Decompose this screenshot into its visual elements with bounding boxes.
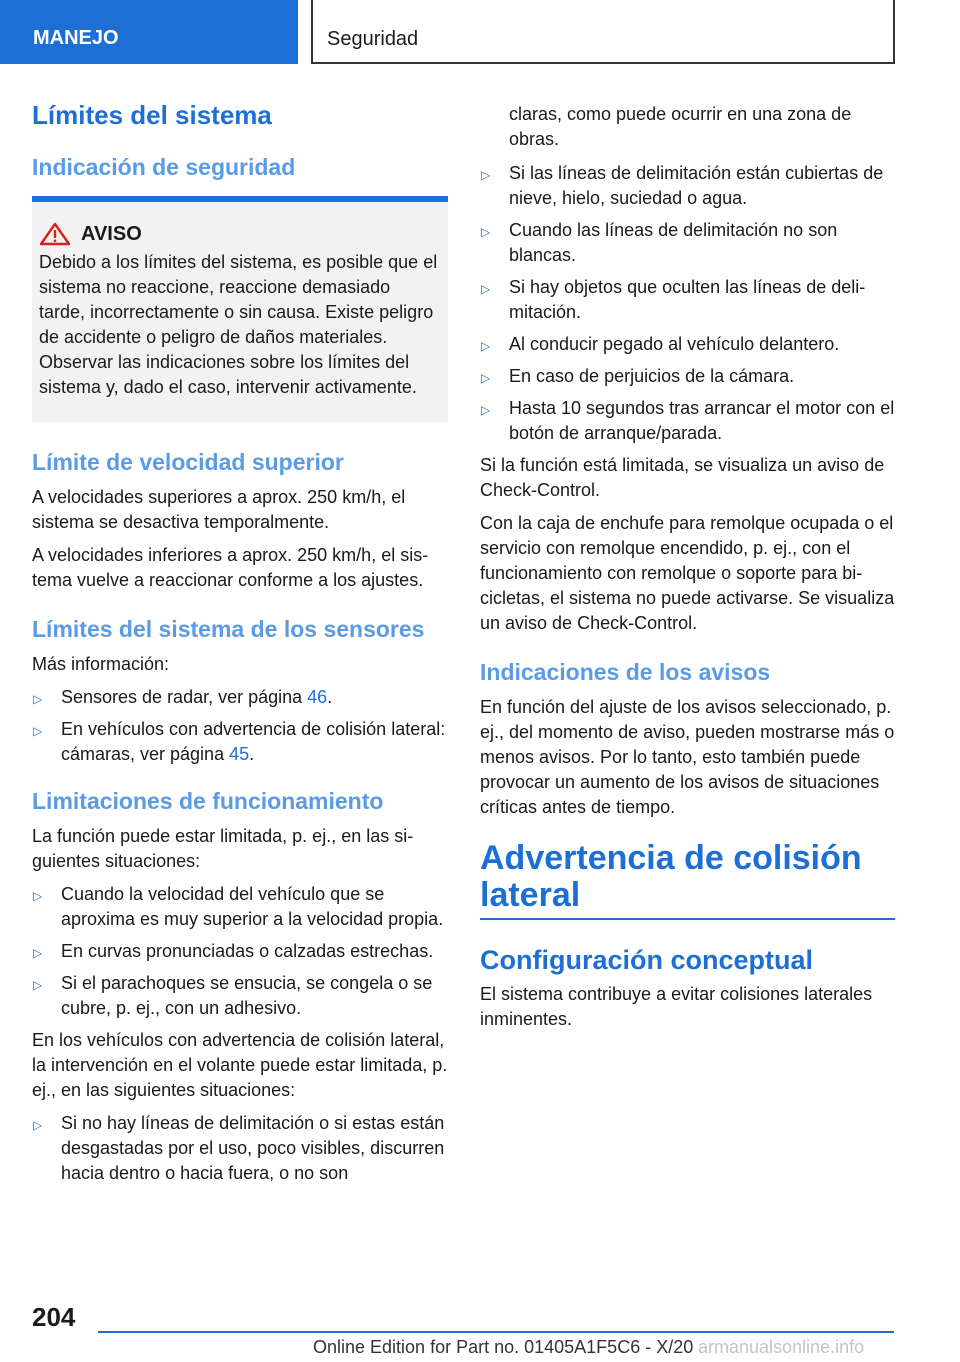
list-item-text: Sensores de radar, ver página bbox=[61, 687, 308, 707]
paragraph: La función puede estar limitada, p. ej., en las siguientes situaciones: bbox=[32, 826, 414, 871]
list-item bbox=[32, 717, 448, 767]
triangle-right-outline-icon: ▷ bbox=[33, 724, 43, 738]
paragraph: A velocidades superiores a aprox. 250 km/h, el sistema se desactiva temporalmente. bbox=[32, 487, 406, 532]
triangle-right-outline-icon: ▷ bbox=[481, 225, 491, 239]
paragraph: El sistema contribuye a evitar colisiones laterales inminentes. bbox=[480, 984, 873, 1029]
list-item-text: Si las líneas de delimitación están cubiertas de nieve, hielo, suciedad o agua. bbox=[509, 163, 884, 208]
list-item bbox=[480, 218, 896, 268]
triangle-right-outline-icon: ▷ bbox=[33, 946, 43, 960]
list-item-text: Hasta 10 segundos tras arrancar el motor con el botón de arranque/parada. bbox=[509, 398, 895, 443]
list-item bbox=[480, 275, 896, 325]
warning-notice bbox=[32, 196, 448, 422]
list-item-end: . bbox=[327, 687, 333, 707]
triangle-right-outline-icon: ▷ bbox=[481, 282, 491, 296]
list-item bbox=[32, 939, 448, 964]
footer-edition: Online Edition for Part no. 01405A1F5C6 - X/20 bbox=[313, 1337, 694, 1357]
list-item bbox=[32, 685, 448, 710]
list-item bbox=[32, 971, 448, 1021]
limits-list bbox=[32, 882, 448, 1021]
sensors-heading: Límites del sistema de los sensores bbox=[32, 616, 425, 642]
speed-heading: Límite de velocidad superior bbox=[32, 449, 344, 475]
list-item-text: Si hay objetos que oculten las líneas de delimitación. bbox=[509, 277, 866, 322]
page-link[interactable]: 46 bbox=[307, 687, 328, 707]
paragraph: En los vehículos con advertencia de colisión lateral, la intervención en el volante puede estar limitada, p. ej., en las siguientes situaciones: bbox=[32, 1030, 448, 1100]
right-column bbox=[480, 102, 896, 1040]
sensors-list bbox=[32, 685, 448, 767]
safety-heading: Indicación de seguridad bbox=[32, 154, 296, 180]
page-link[interactable]: 45 bbox=[229, 744, 250, 764]
concept-heading: Configuración conceptual bbox=[480, 945, 814, 975]
chapter-tab: Seguridad bbox=[311, 0, 895, 64]
list-item-end: . bbox=[249, 744, 255, 764]
continued-text: claras, como puede ocurrir en una zona de obras. bbox=[509, 104, 852, 149]
list-item-text: En caso de perjuicios de la cámara. bbox=[509, 366, 795, 386]
triangle-right-outline-icon: ▷ bbox=[33, 889, 43, 903]
page-number: 204 bbox=[32, 1302, 76, 1332]
limits-list-2 bbox=[32, 1111, 448, 1186]
limits-heading: Limitaciones de funcionamiento bbox=[32, 788, 384, 814]
triangle-right-outline-icon: ▷ bbox=[481, 168, 491, 182]
paragraph: A velocidades inferiores a aprox. 250 km/h, el sistema vuelve a reaccionar conforme a los ajustes. bbox=[32, 545, 429, 590]
limits-list-2-continued bbox=[480, 161, 896, 446]
paragraph: En función del ajuste de los avisos seleccionado, p. ej., del momento de aviso, pueden mostrarse más o menos avisos. Por lo tanto, esto también puede provocar un aumento de los avisos de situaciones críticas antes de tiempo. bbox=[480, 697, 895, 817]
list-item-text: Si no hay líneas de delimitación o si estas están desgastadas por el uso, poco visibles, discurren hacia dentro o hacia fuera, o no son bbox=[61, 1113, 445, 1183]
list-item-text: Cuando la velocidad del vehículo que se aproxima es muy superior a la velocidad propia. bbox=[61, 884, 444, 929]
notice-text: Debido a los límites del sistema, es posible que el sistema no reaccione, reaccione demasiado tarde, incorrectamente o sin causa. Existe peligro de accidente o peligro de daños materiales. Observar las indicaciones sobre los límites del sistema y, dado el caso, intervenir activamente. bbox=[39, 252, 438, 397]
paragraph: Si la función está limitada, se visualiza un aviso de Check-Control. bbox=[480, 455, 885, 500]
left-column bbox=[32, 100, 448, 1193]
triangle-right-outline-icon: ▷ bbox=[33, 978, 43, 992]
warning-triangle-icon bbox=[39, 222, 71, 246]
paragraph: Más información: bbox=[32, 654, 170, 674]
list-item bbox=[480, 161, 896, 211]
chapter-heading: Advertencia de colisión lateral bbox=[480, 839, 862, 914]
triangle-right-outline-icon: ▷ bbox=[481, 371, 491, 385]
list-item-text: Cuando las líneas de delimitación no son blancas. bbox=[509, 220, 838, 265]
list-item-text: En vehículos con advertencia de colisión lateral: cámaras, ver página bbox=[61, 719, 446, 764]
list-item bbox=[32, 882, 448, 932]
list-item bbox=[480, 332, 896, 357]
list-item-text: Si el parachoques se ensucia, se congela o se cubre, p. ej., con un adhesivo. bbox=[61, 973, 433, 1018]
heading-rule bbox=[480, 918, 895, 920]
paragraph: Con la caja de enchufe para remolque ocupada o el servicio con remolque encendido, p. ej., con el funcionamiento con remolque o soporte para bicicletas, el sistema no puede activarse. Se visualiza un aviso de Check-Control. bbox=[480, 513, 895, 633]
triangle-right-outline-icon: ▷ bbox=[481, 339, 491, 353]
triangle-right-outline-icon: ▷ bbox=[481, 403, 491, 417]
notice-title bbox=[39, 222, 440, 246]
list-item-text: Al conducir pegado al vehículo delantero. bbox=[509, 334, 840, 354]
section-title: Límites del sistema bbox=[32, 100, 272, 130]
triangle-right-outline-icon: ▷ bbox=[33, 1118, 43, 1132]
watermark: armanualsonline.info bbox=[698, 1337, 865, 1357]
section-tab: MANEJO bbox=[0, 0, 298, 64]
warnings-heading: Indicaciones de los avisos bbox=[480, 659, 771, 685]
list-item bbox=[480, 396, 896, 446]
list-item-text: En curvas pronunciadas o calzadas estrechas. bbox=[61, 941, 434, 961]
triangle-right-outline-icon: ▷ bbox=[33, 692, 43, 706]
footer-rule bbox=[98, 1331, 894, 1333]
list-item bbox=[480, 364, 896, 389]
notice-label: AVISO bbox=[81, 222, 142, 245]
list-item bbox=[32, 1111, 448, 1186]
